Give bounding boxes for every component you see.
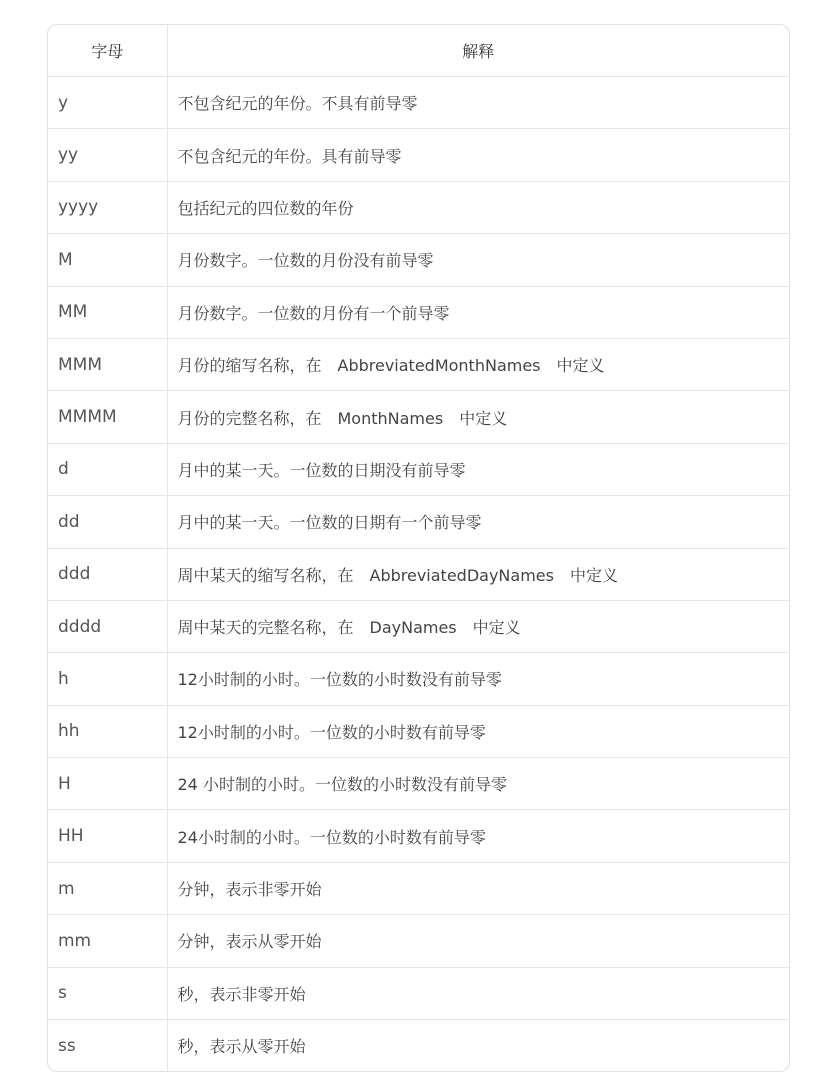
table-row — [48, 758, 789, 810]
cell-description: 分钟，表示非零开始 — [167, 862, 789, 914]
cell-description: 不包含纪元的年份。不具有前导零 — [167, 77, 789, 129]
cell-description: 月份数字。一位数的月份有一个前导零 — [167, 286, 789, 338]
table-row — [48, 810, 789, 862]
cell-description: 12小时制的小时。一位数的小时数有前导零 — [167, 705, 789, 757]
table-row — [48, 496, 789, 548]
cell-letter: s — [48, 967, 167, 1019]
cell-letter: MM — [48, 286, 167, 338]
cell-letter: ddd — [48, 548, 167, 600]
table-row — [48, 181, 789, 233]
cell-description: 月份的缩写名称，在 AbbreviatedMonthNames 中定义 — [167, 338, 789, 390]
cell-letter: MMMM — [48, 391, 167, 443]
cell-letter: MMM — [48, 338, 167, 390]
table-row — [48, 862, 789, 914]
cell-letter: yyyy — [48, 181, 167, 233]
table-row — [48, 967, 789, 1019]
cell-description: 分钟，表示从零开始 — [167, 915, 789, 967]
cell-description: 秒，表示从零开始 — [177, 1037, 306, 1057]
cell-description: 月份数字。一位数的月份没有前导零 — [167, 234, 789, 286]
cell-description: 月中的某一天。一位数的日期有一个前导零 — [167, 496, 789, 548]
cell-letter: H — [48, 758, 167, 810]
cell-letter: ss — [48, 1020, 167, 1072]
cell-letter: hh — [48, 705, 167, 757]
table-row — [48, 77, 789, 129]
cell-letter: M — [48, 234, 167, 286]
table-row — [48, 548, 789, 600]
cell-letter: m — [48, 862, 167, 914]
cell-description: 不包含纪元的年份。具有前导零 — [167, 129, 789, 181]
table-row — [48, 600, 789, 652]
header-description: 解释 — [167, 25, 789, 77]
cell-letter: d — [48, 443, 167, 495]
cell-letter: HH — [48, 810, 167, 862]
table-row — [48, 915, 789, 967]
table-row — [48, 1020, 789, 1072]
table-row — [48, 234, 789, 286]
cell-description: 12小时制的小时。一位数的小时数没有前导零 — [167, 653, 789, 705]
cell-description: 月中的某一天。一位数的日期没有前导零 — [167, 443, 789, 495]
table-header-row — [48, 25, 789, 77]
table-row — [48, 653, 789, 705]
table-row — [48, 286, 789, 338]
cell-description: 24小时制的小时。一位数的小时数有前导零 — [167, 810, 789, 862]
cell-description: 周中某天的完整名称，在 DayNames 中定义 — [167, 600, 789, 652]
cell-description: 包括纪元的四位数的年份 — [167, 181, 789, 233]
cell-letter: dd — [48, 496, 167, 548]
table-row — [48, 391, 789, 443]
cell-letter: mm — [48, 915, 167, 967]
table-row — [48, 129, 789, 181]
cell-description: 24 小时制的小时。一位数的小时数没有前导零 — [167, 758, 789, 810]
format-table — [48, 25, 789, 1071]
format-table-container — [47, 24, 790, 1072]
cell-description: 周中某天的缩写名称，在 AbbreviatedDayNames 中定义 — [167, 548, 789, 600]
cell-letter: dddd — [48, 600, 167, 652]
table-row — [48, 705, 789, 757]
header-letter: 字母 — [48, 25, 167, 77]
cell-description: 秒，表示非零开始 — [167, 967, 789, 1019]
table-row — [48, 443, 789, 495]
cell-letter: y — [48, 77, 167, 129]
table-row — [48, 338, 789, 390]
cell-description: 月份的完整名称，在 MonthNames 中定义 — [167, 391, 789, 443]
cell-letter: h — [48, 653, 167, 705]
cell-letter: yy — [48, 129, 167, 181]
